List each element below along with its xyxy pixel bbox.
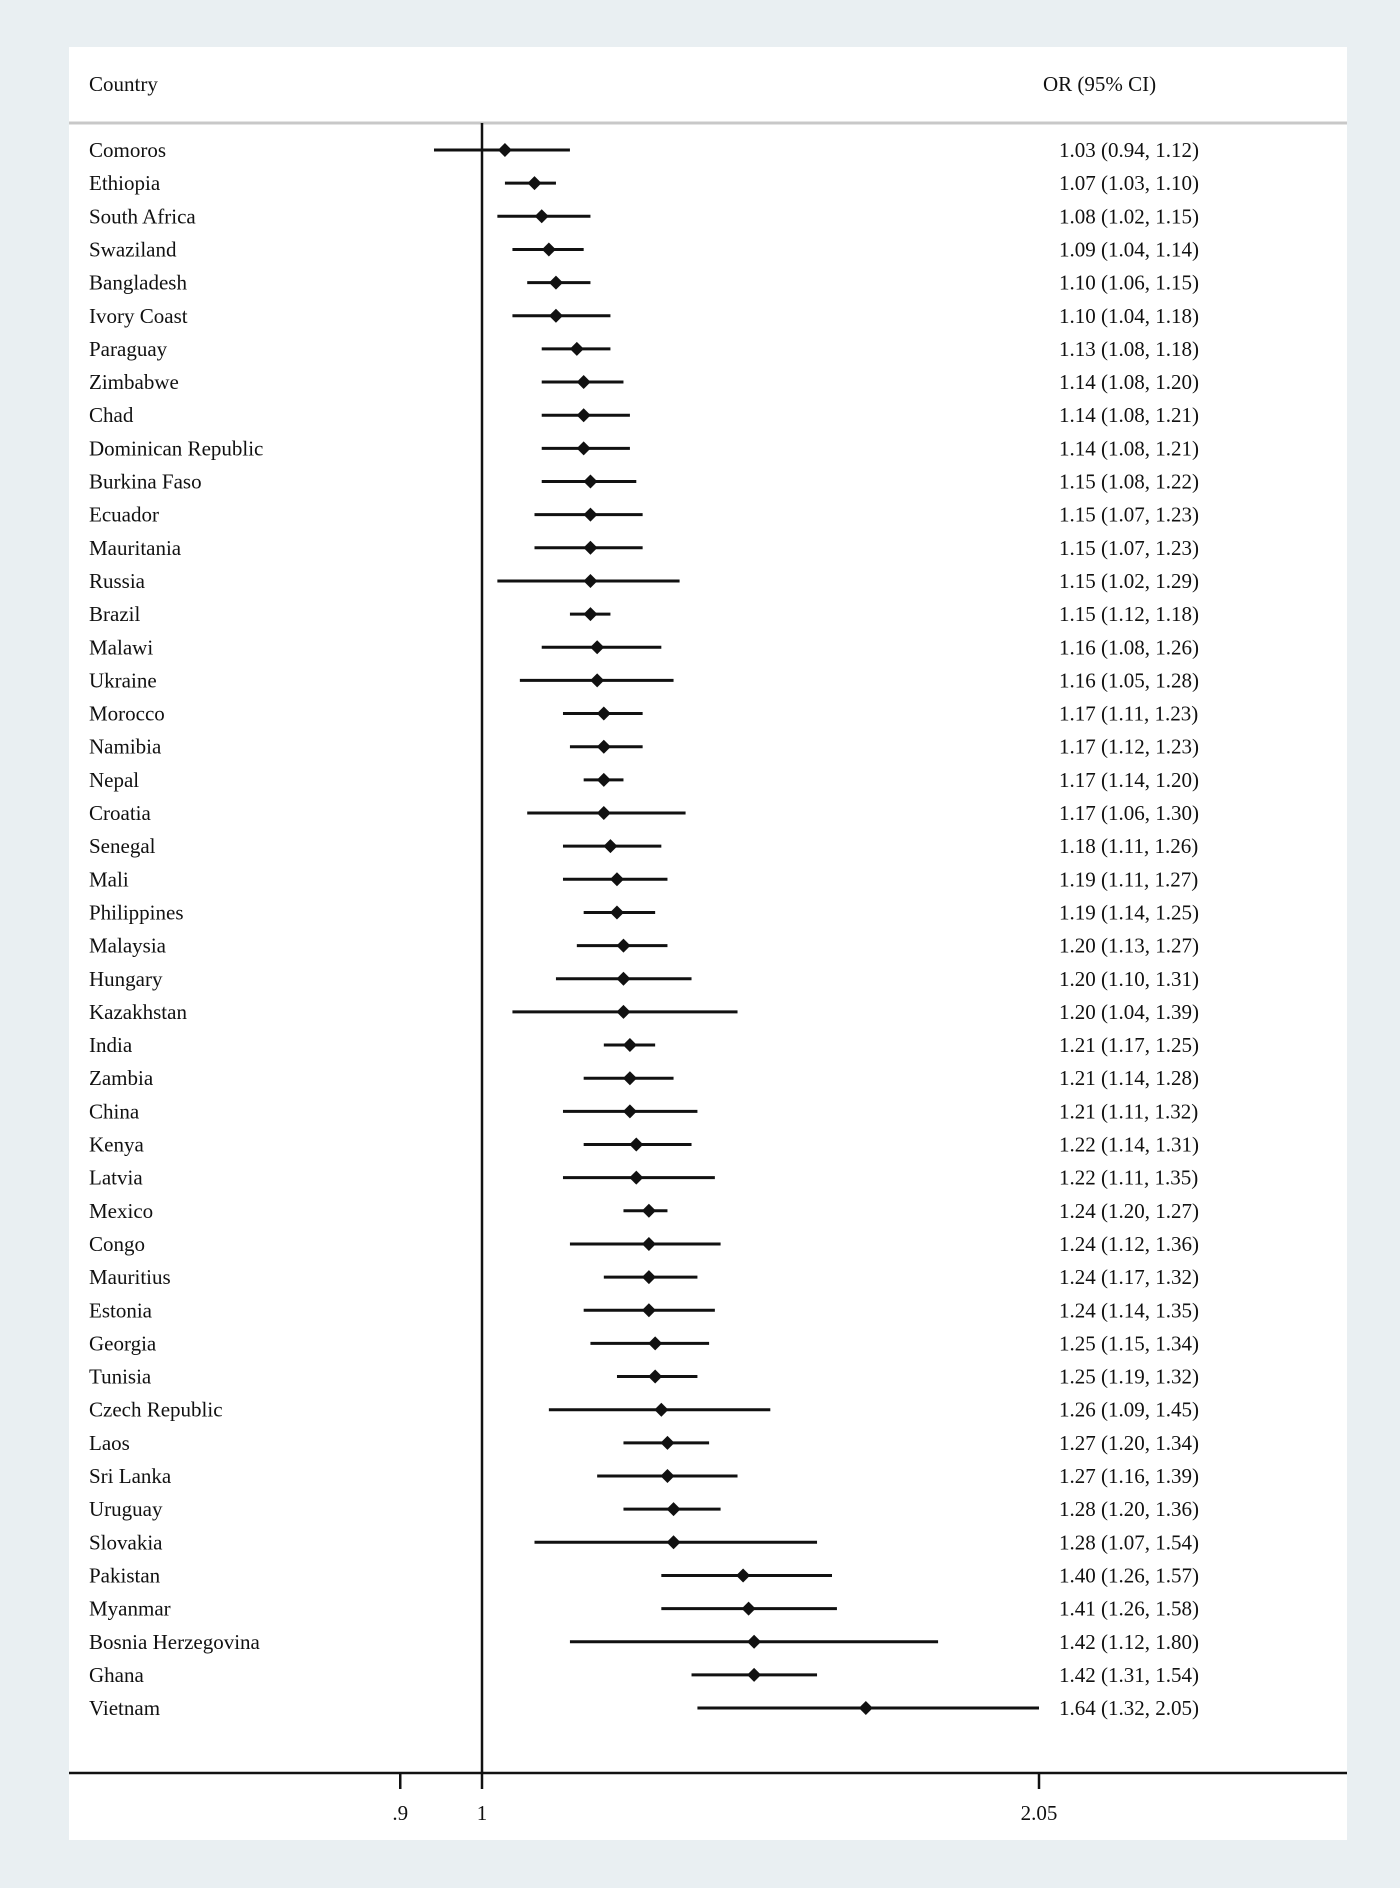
or-ci-label: 1.14 (1.08, 1.21) [1059, 436, 1199, 461]
country-label: Mexico [89, 1198, 154, 1223]
forest-row [89, 237, 1199, 261]
forest-row [89, 1464, 1199, 1488]
country-label: Estonia [89, 1298, 152, 1323]
country-label: Vietnam [89, 1696, 161, 1721]
or-ci-label: 1.17 (1.12, 1.23) [1059, 734, 1199, 759]
or-ci-label: 1.15 (1.12, 1.18) [1059, 602, 1199, 627]
country-label: Morocco [89, 701, 165, 726]
country-label: Nepal [89, 767, 140, 792]
country-label: Croatia [89, 801, 151, 825]
point-estimate-marker [642, 1303, 656, 1317]
forest-row [89, 1530, 1199, 1554]
or-ci-label: 1.16 (1.05, 1.28) [1059, 668, 1199, 693]
point-estimate-marker [623, 1038, 637, 1052]
point-estimate-marker [747, 1635, 761, 1649]
or-ci-label: 1.14 (1.08, 1.21) [1059, 403, 1199, 428]
forest-row [89, 801, 1199, 825]
country-label: Ivory Coast [89, 303, 188, 328]
point-estimate-marker [859, 1701, 873, 1715]
point-estimate-marker [583, 574, 597, 588]
country-label: Paraguay [89, 336, 168, 361]
or-ci-label: 1.21 (1.17, 1.25) [1059, 1033, 1199, 1058]
point-estimate-marker [623, 1104, 637, 1118]
country-label: Sri Lanka [89, 1464, 172, 1488]
or-ci-label: 1.18 (1.11, 1.26) [1059, 834, 1199, 859]
point-estimate-marker [583, 607, 597, 621]
forest-row [89, 1563, 1199, 1587]
point-estimate-marker [549, 309, 563, 323]
forest-row [89, 1696, 1199, 1720]
point-estimate-marker [616, 1005, 630, 1019]
country-label: Burkina Faso [89, 469, 202, 494]
country-label: Tunisia [89, 1364, 152, 1389]
forest-row [89, 735, 1199, 759]
forest-row [89, 271, 1199, 295]
country-label: Kazakhstan [89, 999, 187, 1024]
or-ci-label: 1.17 (1.06, 1.30) [1059, 801, 1199, 825]
forest-row [89, 834, 1198, 858]
point-estimate-marker [660, 1469, 674, 1483]
or-ci-label: 1.17 (1.11, 1.23) [1059, 701, 1199, 726]
point-estimate-marker [616, 972, 630, 986]
or-ci-label: 1.09 (1.04, 1.14) [1059, 237, 1199, 262]
or-ci-label: 1.19 (1.14, 1.25) [1059, 900, 1199, 925]
x-tick-label: 1 [476, 1801, 488, 1825]
forest-row [89, 768, 1199, 792]
forest-row [89, 171, 1199, 195]
country-label: Mauritius [89, 1265, 171, 1290]
point-estimate-marker [597, 806, 611, 820]
or-ci-label: 1.27 (1.16, 1.39) [1059, 1464, 1199, 1488]
point-estimate-marker [549, 276, 563, 290]
country-label: Hungary [89, 966, 163, 991]
or-ci-label: 1.03 (0.94, 1.12) [1059, 138, 1199, 162]
or-ci-label: 1.20 (1.04, 1.39) [1059, 999, 1199, 1024]
forest-row [89, 1199, 1199, 1223]
point-estimate-marker [642, 1270, 656, 1284]
forest-row [89, 337, 1199, 361]
forest-row [89, 1232, 1199, 1256]
point-estimate-marker [597, 740, 611, 754]
or-ci-column-header: OR (95% CI) [1043, 72, 1157, 96]
point-estimate-marker [642, 1204, 656, 1218]
country-label: Mali [89, 867, 129, 892]
forest-row [89, 635, 1199, 659]
country-label: Philippines [89, 900, 184, 925]
country-label: Bangladesh [89, 270, 187, 295]
point-estimate-marker [742, 1602, 756, 1616]
point-estimate-marker [590, 640, 604, 654]
country-label: Zambia [89, 1066, 154, 1091]
country-label: Zimbabwe [89, 370, 179, 395]
point-estimate-marker [648, 1336, 662, 1350]
country-label: Namibia [89, 734, 162, 759]
forest-row [89, 1265, 1199, 1289]
forest-row [89, 602, 1199, 626]
country-label: Ukraine [89, 668, 157, 693]
country-label: Uruguay [89, 1497, 163, 1522]
country-label: Laos [89, 1430, 130, 1455]
point-estimate-marker [577, 375, 591, 389]
country-label: India [89, 1033, 133, 1058]
or-ci-label: 1.19 (1.11, 1.27) [1059, 867, 1199, 892]
forest-row [89, 867, 1198, 891]
forest-row [89, 1066, 1199, 1090]
or-ci-label: 1.28 (1.20, 1.36) [1059, 1497, 1199, 1522]
country-label: South Africa [89, 204, 196, 229]
point-estimate-marker [629, 1171, 643, 1185]
or-ci-label: 1.25 (1.19, 1.32) [1059, 1364, 1199, 1389]
country-label: Ghana [89, 1662, 144, 1687]
point-estimate-marker [527, 176, 541, 190]
or-ci-label: 1.15 (1.07, 1.23) [1059, 535, 1199, 560]
forest-row [89, 370, 1199, 394]
or-ci-label: 1.24 (1.14, 1.35) [1059, 1298, 1199, 1323]
or-ci-label: 1.10 (1.06, 1.15) [1059, 270, 1199, 295]
country-column-header: Country [89, 72, 158, 96]
or-ci-label: 1.28 (1.07, 1.54) [1059, 1530, 1199, 1555]
country-label: Latvia [89, 1165, 143, 1190]
forest-row [89, 1099, 1198, 1123]
point-estimate-marker [667, 1535, 681, 1549]
point-estimate-marker [603, 839, 617, 853]
or-ci-label: 1.26 (1.09, 1.45) [1059, 1397, 1199, 1422]
forest-row [89, 1398, 1199, 1422]
or-ci-label: 1.21 (1.14, 1.28) [1059, 1066, 1199, 1091]
forest-row [89, 1431, 1199, 1455]
or-ci-label: 1.42 (1.31, 1.54) [1059, 1662, 1199, 1687]
or-ci-label: 1.15 (1.02, 1.29) [1059, 568, 1199, 593]
or-ci-label: 1.22 (1.14, 1.31) [1059, 1132, 1199, 1157]
country-label: Comoros [89, 138, 167, 162]
country-label: Brazil [89, 602, 141, 627]
forest-row [89, 304, 1199, 328]
point-estimate-marker [542, 242, 556, 256]
point-estimate-marker [648, 1370, 662, 1384]
x-tick-label: 2.05 [1020, 1801, 1058, 1825]
forest-row [89, 470, 1199, 494]
or-ci-label: 1.24 (1.12, 1.36) [1059, 1231, 1199, 1256]
point-estimate-marker [577, 408, 591, 422]
forest-row [89, 1630, 1199, 1654]
or-ci-label: 1.42 (1.12, 1.80) [1059, 1629, 1199, 1654]
country-label: Czech Republic [89, 1397, 223, 1422]
forest-row [89, 900, 1199, 924]
point-estimate-marker [590, 673, 604, 687]
point-estimate-marker [583, 475, 597, 489]
forest-row [89, 934, 1199, 958]
or-ci-label: 1.27 (1.20, 1.34) [1059, 1430, 1199, 1455]
forest-row [89, 1331, 1199, 1355]
point-estimate-marker [535, 209, 549, 223]
or-ci-label: 1.64 (1.32, 2.05) [1059, 1696, 1199, 1721]
country-label: China [89, 1099, 140, 1124]
country-label: Mauritania [89, 535, 182, 560]
point-estimate-marker [654, 1403, 668, 1417]
or-ci-label: 1.41 (1.26, 1.58) [1059, 1596, 1199, 1621]
point-estimate-marker [583, 541, 597, 555]
point-estimate-marker [747, 1668, 761, 1682]
point-estimate-marker [623, 1071, 637, 1085]
forest-row [89, 403, 1199, 427]
forest-row [89, 204, 1199, 228]
forest-row [89, 536, 1199, 560]
point-estimate-marker [610, 905, 624, 919]
country-label: Myanmar [89, 1596, 171, 1621]
forest-row [89, 503, 1199, 527]
country-label: Georgia [89, 1331, 157, 1356]
country-label: Malawi [89, 635, 154, 660]
forest-row [89, 569, 1199, 593]
forest-row [89, 1133, 1199, 1157]
or-ci-label: 1.15 (1.08, 1.22) [1059, 469, 1199, 494]
country-label: Swaziland [89, 237, 177, 262]
country-label: Dominican Republic [89, 436, 264, 461]
point-estimate-marker [498, 143, 512, 157]
point-estimate-marker [660, 1436, 674, 1450]
forest-row [89, 1000, 1199, 1024]
point-estimate-marker [629, 1138, 643, 1152]
forest-row [89, 436, 1199, 460]
or-ci-label: 1.14 (1.08, 1.20) [1059, 370, 1199, 395]
or-ci-label: 1.25 (1.15, 1.34) [1059, 1331, 1199, 1356]
country-label: Slovakia [89, 1530, 163, 1555]
country-label: Senegal [89, 834, 156, 859]
point-estimate-marker [667, 1502, 681, 1516]
country-label: Malaysia [89, 933, 166, 958]
forest-row [89, 1597, 1199, 1621]
forest-row [89, 1663, 1199, 1687]
point-estimate-marker [736, 1568, 750, 1582]
country-label: Kenya [89, 1132, 144, 1157]
point-estimate-marker [616, 939, 630, 953]
rows-layer [89, 123, 1199, 1773]
country-label: Pakistan [89, 1563, 161, 1588]
or-ci-label: 1.24 (1.20, 1.27) [1059, 1198, 1199, 1223]
point-estimate-marker [642, 1237, 656, 1251]
forest-row [89, 1497, 1199, 1521]
country-label: Ethiopia [89, 171, 161, 196]
forest-row [89, 1298, 1199, 1322]
country-label: Bosnia Herzegovina [89, 1629, 260, 1654]
or-ci-label: 1.16 (1.08, 1.26) [1059, 635, 1199, 660]
or-ci-label: 1.17 (1.14, 1.20) [1059, 767, 1199, 792]
forest-row [89, 1033, 1199, 1057]
x-tick-label: .9 [392, 1801, 409, 1825]
country-label: Ecuador [89, 502, 159, 527]
point-estimate-marker [597, 707, 611, 721]
or-ci-label: 1.07 (1.03, 1.10) [1059, 171, 1199, 196]
forest-row [89, 138, 1199, 162]
or-ci-label: 1.40 (1.26, 1.57) [1059, 1563, 1199, 1588]
forest-row [89, 1365, 1199, 1389]
country-label: Russia [89, 568, 146, 593]
point-estimate-marker [583, 508, 597, 522]
or-ci-label: 1.20 (1.13, 1.27) [1059, 933, 1199, 958]
or-ci-label: 1.08 (1.02, 1.15) [1059, 204, 1199, 229]
point-estimate-marker [597, 773, 611, 787]
or-ci-label: 1.22 (1.11, 1.35) [1059, 1165, 1199, 1190]
or-ci-label: 1.10 (1.04, 1.18) [1059, 303, 1199, 328]
country-label: Chad [89, 403, 134, 428]
or-ci-label: 1.20 (1.10, 1.31) [1059, 966, 1199, 991]
or-ci-label: 1.13 (1.08, 1.18) [1059, 336, 1199, 361]
forest-row [89, 702, 1198, 726]
or-ci-label: 1.15 (1.07, 1.23) [1059, 502, 1199, 527]
or-ci-label: 1.21 (1.11, 1.32) [1059, 1099, 1199, 1124]
point-estimate-marker [577, 441, 591, 455]
or-ci-label: 1.24 (1.17, 1.32) [1059, 1265, 1199, 1290]
point-estimate-marker [610, 872, 624, 886]
forest-row [89, 668, 1199, 692]
forest-row [89, 1166, 1198, 1190]
country-label: Congo [89, 1231, 146, 1256]
forest-row [89, 967, 1199, 991]
axis-layer [392, 1773, 1057, 1825]
point-estimate-marker [570, 342, 584, 356]
